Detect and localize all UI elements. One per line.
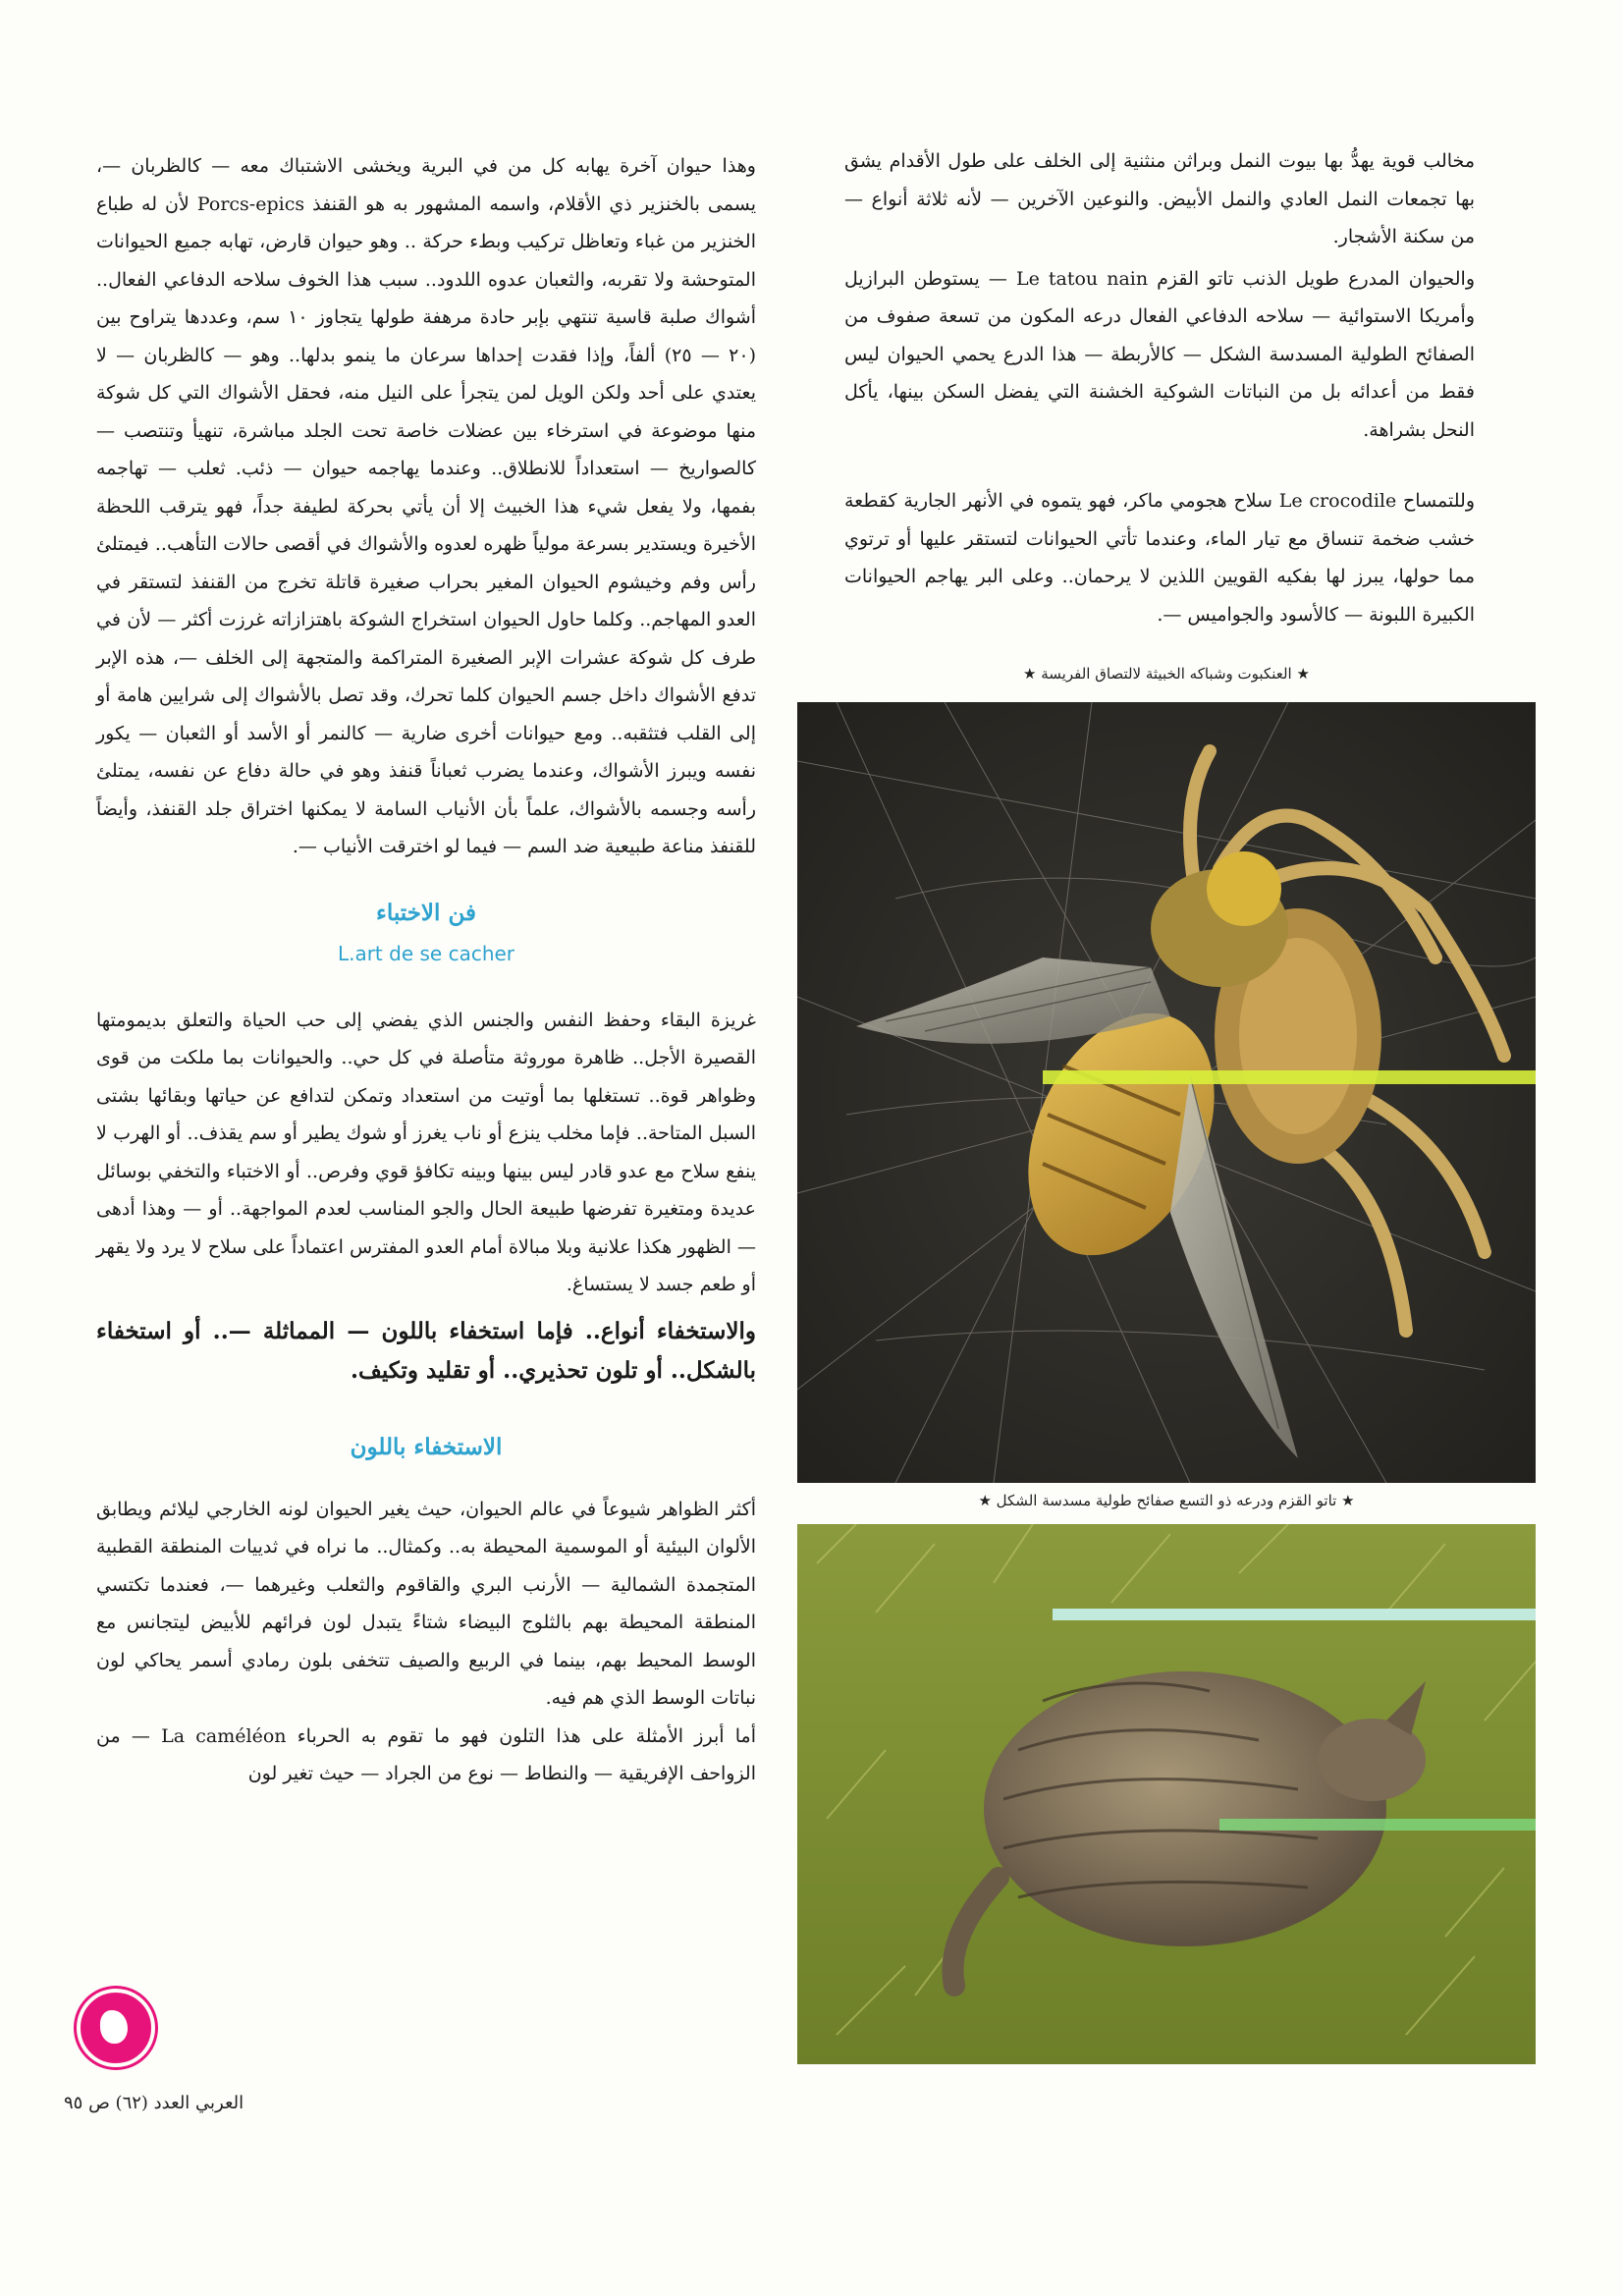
left-column xyxy=(96,147,756,1793)
page-marker-icon xyxy=(77,1989,155,2067)
spider-photo xyxy=(797,702,1536,1483)
spider-photo-caption: ★ العنكبوت وشباكه الخبيثة لالتصاق الفريسة ★ xyxy=(1023,665,1310,683)
chameleon-paragraph: أما أبرز الأمثلة على هذا التلون فهو ما تقوم به الحرباء La caméléon — من الزواحف الإفريقية — والنطاط — نوع من الجراد — حيث تغير لون xyxy=(96,1724,756,1784)
section-heading-hiding: فن الاختباء xyxy=(376,899,476,926)
right-column xyxy=(844,142,1475,633)
survival-paragraph: غريزة البقاء وحفظ النفس والجنس الذي يفضي إلى حب الحياة والتعلق بديمومتها القصيرة الأجل.. ظاهرة موروثة متأصلة في كل حي.. والحيوانات بما ملكت من قوى وظواهر قوة.. تستغلها بما أوتيت من استعداد وتمكن لتدافع عن حياتها وبقائها بشتى السبل المتاحة.. فإما مخلب ينزع أو ناب يغرز أو شوك يطير أو سم يقذف.. أو الهرب لا ينفع سلاح مع عدو قادر ليس بينها وبينه تكافؤ قوي وفرص.. أو الاختباء والتخفي بوسائل عديدة ومتغيرة تفرضها طبيعة الحال والجو المناسب لعدم المواجهة.. أو — وهذا أدهى — الظهور هكذا علانية وبلا مبالاة أمام العدو المفترس اعتماداً على سلاح لا يرد ولا يقهر أو طعم جسد لا يستساغ. xyxy=(96,1009,756,1295)
crocodile-paragraph: وللتمساح Le crocodile سلاح هجومي ماكر، فهو يتموه في الأنهر الجارية كقطعة خشب ضخمة تنساق مع تيار الماء، وعندما تأتي الحيوانات لتستقر عليها أو ترتوي مما حولها، يبرز لها بفكيه القويين اللذين لا يرحمان.. وعلى البر يهاجم الحيوانات الكبيرة اللبونة — كالأسود والجواميس —. xyxy=(844,490,1476,626)
camouflage-types-paragraph: والاستخفاء أنواع.. فإما استخفاء باللون — المماثلة —.. أو استخفاء بالشكل.. أو تلون تحذيري.. أو تقليد وتكيف. xyxy=(96,1317,756,1384)
section-heading-hiding-fr: L.art de se cacher xyxy=(337,941,515,965)
color-camouflage-paragraph: أكثر الظواهر شيوعاً في عالم الحيوان، حيث يغير الحيوان لونه الخارجي ليلائم ويطابق الألوان البيئية أو الموسمية المحيطة به.. وكمثال.. ما نراه في ثدييات المنطقة القطبية المتجمدة الشمالية — الأرنب البري والقاقوم والثعلب وغيرهما —، فعندما تكتسي المنطقة المحيطة بهم بالثلوج البيضاء شتاءً يتبدل لون فرائهم للأبيض ليتجانس مع الوسط المحيط بهم، بينما في الربيع والصيف تتخفى بلون رمادي أسمر يحاكي لون نباتات الوسط الذي هم فيه. xyxy=(96,1498,757,1709)
anteater-paragraph: مخالب قوية يهدُّ بها بيوت النمل وبراثن منثنية إلى الخلف على طول الأقدام يشق بها تجمعات النمل العادي والنمل الأبيض. والنوعين الآخرين — لأنه ثلاثة أنواع — من سكنة الأشجار. xyxy=(844,150,1475,247)
hedgehog-paragraph: وهذا حيوان آخرة يهابه كل من في البرية ويخشى الاشتباك معه — كالظربان —، يسمى بالخنزير ذي الأقلام، واسمه المشهور به هو القنفذ Porcs-epics لأن له طباع الخنزير من غباء وتعاظل تركيب وبطء حركة .. وهو حيوان قارض، تهابه جميع الحيوانات المتوحشة ولا تقربه، والثعبان عدوه اللدود.. سبب هذا الخوف سلاحه الدفاعي الفعال.. أشواك صلبة قاسية تنتهي بإبر حادة مرهفة طولها يتجاوز ١٠ سم، وعددها يتراوح بين (٢٠ — ٢٥) ألفاً، وإذا فقدت إحداها سرعان ما ينمو بدلها.. وهو — كالظربان — لا يعتدي على أحد ولكن الويل لمن يتجرأ على النيل منه، فحقل الأشواك التي كل شوكة منها موضوعة في استرخاء بين عضلات خاصة تحت الجلد مباشرة، تنهيأ وتنتصب — كالصواريخ — استعداداً للانطلاق.. وعندما يهاجمه حيوان — ذئب. ثعلب — تهاجمه بفمها، ولا يفعل شيء هذا الخبيث إلا أن يأتي بحركة لطيفة جداً، فهو يترقب اللحظة الأخيرة ويستدير بسرعة مولياً ظهره لعدوه والأشواك في أقصى حالات التأهب.. فيمتلئ رأس وفم وخيشوم الحيوان المغير بحراب صغيرة قاتلة تخرج من القنفذ لتستقر في العدو المهاجم.. وكلما حاول الحيوان استخراج الشوكة باهتزازاته غرزت أكثر — لأن في طرف كل شوكة عشرات الإبر الصغيرة المتراكمة والمتجهة إلى الخلف —، هذه الإبر تدفع الأشواك داخل جسم الحيوان كلما تحرك، وقد تصل بالأشواك إلى شرايين هامة أو إلى القلب فتثقبه.. ومع حيوانات أخرى ضارية — كالنمر أو الأسد أو الثعبان — يكور نفسه ويبرز الأشواك، وعندما يضرب ثعباناً قنفذ وهو في حالة دفاع عن نفسه، يمتلئ رأسه وجسمه بالأشواك، علماً بأن الأنياب السامة لا يمكنها اختراق جلد القنفذ، وأيضاً للقنفذ مناعة طبيعية ضد السم — فيما لو اخترقت الأنياب —. xyxy=(96,155,757,857)
page-footer: العربي العدد (٦٢) ص ٩٥ xyxy=(64,2093,244,2113)
armadillo-paragraph: والحيوان المدرع طويل الذنب تاتو القزم Le tatou nain — يستوطن البرازيل وأمريكا الاستوائية — سلاحه الدفاعي الفعال درعه المكون من تسعة صفوف من الصفائح الطولية المسدسة الشكل — كالأربطة — هذا الدرع يحمي الحيوان ليس فقط من أعدائه بل من النباتات الشوكية الخشنة التي يفضل السكن بينها، يأكل النحل بشراهة. xyxy=(844,267,1475,441)
section-heading-color-camouflage: الاستخفاء باللون xyxy=(350,1433,503,1460)
armadillo-photo-caption: ★ تاتو القزم ودرعه ذو التسع صفائح طولية مسدسة الشكل ★ xyxy=(978,1492,1355,1509)
armadillo-photo xyxy=(797,1524,1536,2064)
